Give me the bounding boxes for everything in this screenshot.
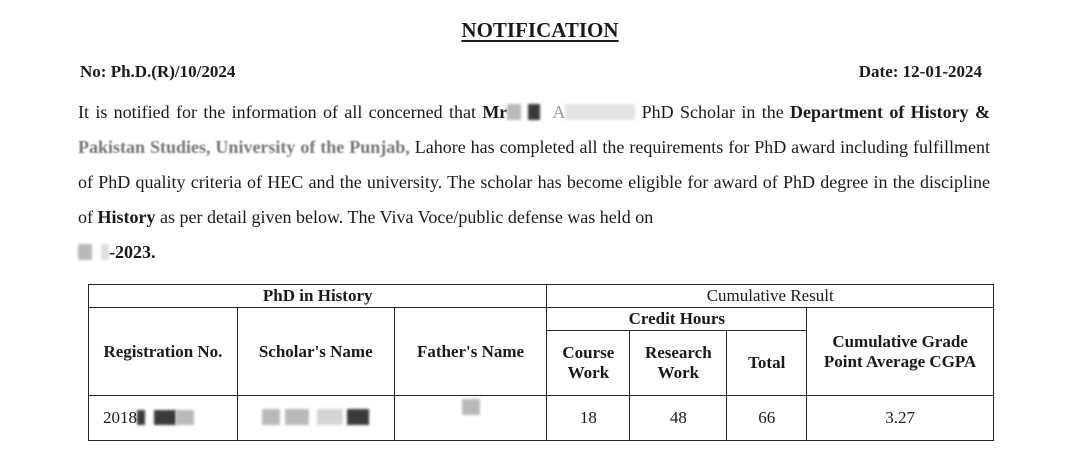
table-row: [89, 396, 994, 441]
redaction: [317, 409, 343, 425]
header-research-work: Research Work: [630, 331, 727, 396]
header-scholar-name: Scholar's Name: [237, 308, 394, 396]
body-text-1: It is notified for the information of all concerned that: [78, 102, 483, 122]
group-header-result: Cumulative Result: [547, 285, 994, 308]
defense-year: -2023.: [109, 242, 156, 262]
result-table: [88, 284, 994, 441]
notification-date: Date: 12-01-2024: [858, 62, 982, 81]
cell-course-work: 18: [547, 396, 630, 441]
scholar-name-prefix: Mr: [482, 102, 508, 122]
header-course-work: Course Work: [547, 331, 630, 396]
body-text-3: Lahore has completed all the requirements for PhD award including fulfillment of PhD quality criteria of HEC and the university. The scholar has become eligible for award of PhD degree in the discipline of: [78, 137, 990, 227]
page-title: NOTIFICATION: [461, 18, 619, 42]
header-credit-hours: Credit Hours: [547, 308, 807, 331]
cell-research-work: 48: [630, 396, 727, 441]
cell-scholar-name: [237, 396, 394, 441]
redaction: [154, 410, 176, 425]
reference-number: No: Ph.D.(R)/10/2024: [80, 62, 236, 81]
redaction: [507, 104, 521, 120]
discipline: History: [97, 207, 156, 227]
department-name: Department of History &: [790, 102, 991, 122]
cell-total: 66: [727, 396, 807, 441]
header-registration: Registration No.: [89, 308, 238, 396]
redaction: [285, 409, 309, 425]
redaction: [565, 104, 635, 120]
redaction: [137, 410, 145, 425]
header-total: Total: [727, 331, 807, 396]
redaction: [462, 399, 480, 415]
cell-registration: 2018: [89, 396, 238, 441]
scholar-name-mid: A: [552, 102, 566, 122]
redaction: [78, 244, 92, 260]
department-name-smudged: Pakistan Studies, University of the Punjab,: [78, 137, 410, 157]
redaction: [262, 409, 280, 425]
notification-body: [78, 95, 990, 270]
redaction: [176, 410, 194, 425]
group-header-phd: PhD in History: [89, 285, 547, 308]
cell-father-name: [394, 396, 547, 441]
body-text-4: as per detail given below. The Viva Voce/public defense was held on: [155, 207, 654, 227]
body-text-2: PhD Scholar in the: [635, 102, 791, 122]
cell-cgpa: 3.27: [807, 396, 994, 441]
redaction: [528, 104, 540, 120]
header-father-name: Father's Name: [394, 308, 547, 396]
redaction: [101, 244, 109, 260]
redaction: [347, 409, 369, 425]
header-cgpa: Cumulative Grade Point Average CGPA: [807, 308, 994, 396]
